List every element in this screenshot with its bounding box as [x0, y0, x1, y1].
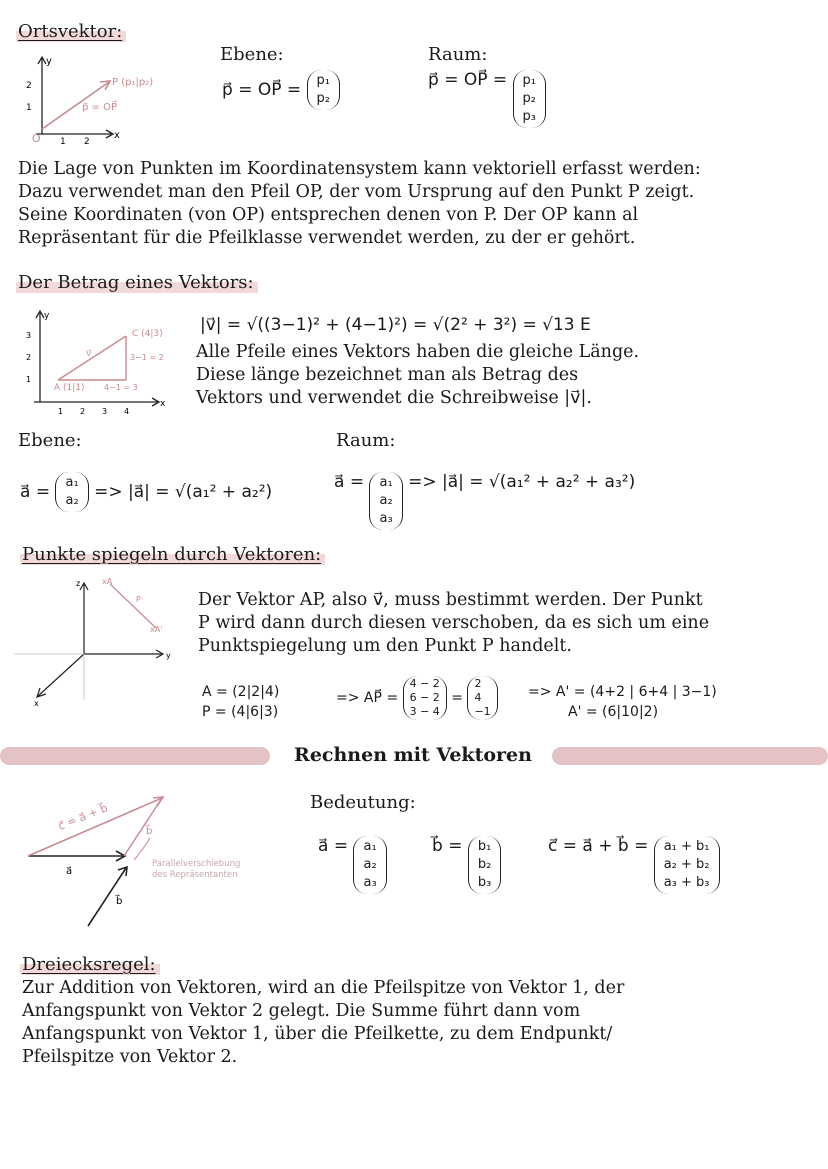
vector-entry: b₃ [477, 875, 492, 890]
ortsvektor-paragraph [18, 158, 701, 250]
spiegeln-axis-x: x [34, 699, 39, 708]
spiegeln-a-prime-calc: => A' = (4+2 | 6+4 | 3−1) [528, 684, 717, 700]
formula-lhs: a⃗ = [318, 836, 349, 856]
betrag-point-a: A (1|1) [54, 383, 85, 393]
paragraph-line: Punktspiegelung um den Punkt P handelt. [198, 636, 572, 656]
vector-entry: p₂ [316, 91, 330, 106]
spiegeln-point-a-coords: A = (2|2|4) [202, 684, 280, 700]
dreiecksregel-heading: Dreiecksregel: [20, 953, 160, 977]
ortsvektor-tick-x: 2 [84, 137, 90, 144]
rechnen-a-label: a⃗ [66, 866, 73, 877]
betrag-ebene-formula [20, 472, 272, 512]
betrag-tick-y: 1 [26, 375, 32, 384]
vector-entry: 4 − 2 [409, 677, 440, 690]
paragraph-line: Seine Koordinaten (von OP) entsprechen denen von P. Der OP kann al [18, 205, 639, 225]
ortsvektor-axis-x: x [114, 130, 120, 141]
rechnen-bedeutung-label: Bedeutung: [310, 792, 416, 813]
spiegeln-axis-z: z [76, 579, 81, 588]
vector-entry: p₁ [522, 73, 536, 88]
rechnen-a-vector [353, 836, 386, 894]
rechnen-c-vector-def [548, 836, 720, 894]
spiegeln-ap-formula: => AP⃗ = 4 − 2 6 − 2 3 − 4 = 2 4 −1 [336, 676, 498, 720]
ortsvektor-raum-label: Raum: [428, 44, 488, 65]
ortsvektor-raum-lhs: p⃗ = OP⃗ = [428, 70, 508, 90]
rechnen-graph [20, 790, 270, 932]
dreiecksregel-paragraph [22, 977, 624, 1069]
rechnen-note: Parallelverschiebung [152, 859, 241, 869]
paragraph-line: Dazu verwendet man den Pfeil OP, der vom Ursprung auf den Punkt P zeigt. [18, 182, 695, 202]
rechnen-b2-label: b⃗ [116, 896, 123, 907]
spiegeln-graph [14, 574, 184, 708]
vector-entry: a₁ [65, 475, 79, 490]
rechnen-note: des Repräsentanten [152, 870, 238, 880]
vector-entry: p₃ [522, 109, 536, 124]
formula-lhs: b⃗ = [432, 836, 463, 856]
ortsvektor-ebene-lhs: p⃗ = OP⃗ = [222, 80, 302, 100]
betrag-graph [22, 306, 182, 416]
formula-lhs: => AP⃗ = [336, 690, 399, 706]
vector-entry: a₂ [65, 493, 79, 508]
betrag-tick-x: 3 [102, 407, 108, 416]
spiegeln-ap-result [467, 676, 497, 720]
ortsvektor-ebene-vector [307, 70, 340, 110]
formula-rhs: => |a⃗| = √(a₁² + a₂²) [94, 482, 273, 502]
spiegeln-point-a: xA [102, 577, 113, 586]
vector-entry: 2 [474, 677, 482, 690]
ortsvektor-ebene-formula [222, 70, 340, 110]
spiegeln-paragraph [198, 589, 709, 658]
formula-lhs: a⃗ = [20, 482, 51, 502]
vector-entry: a₂ [379, 493, 393, 508]
vector-entry: b₂ [477, 857, 492, 872]
ortsvektor-tick-x: 1 [60, 137, 66, 144]
vector-entry: 4 [474, 691, 482, 704]
spiegeln-axis-y: y [166, 651, 171, 660]
rechnen-b-vector-def [432, 836, 501, 894]
betrag-ebene-label: Ebene: [18, 430, 82, 451]
paragraph-line: Zur Addition von Vektoren, wird an die Pfeilspitze von Vektor 1, der [22, 978, 625, 998]
paragraph-line: Diese länge bezeichnet man als Betrag des [196, 365, 579, 385]
ortsvektor-tick-y: 2 [26, 81, 32, 91]
spiegeln-point-p: P [136, 595, 141, 604]
vector-entry: a₁ [363, 839, 377, 854]
betrag-tick-x: 1 [58, 407, 64, 416]
ortsvektor-heading: Ortsvektor: [16, 20, 126, 44]
paragraph-line: P wird dann durch diesen verschoben, da es sich um eine [198, 613, 710, 633]
betrag-raum-vector [369, 472, 402, 530]
title-bar-right [552, 747, 828, 765]
vector-entry: a₁ [379, 475, 393, 490]
rechnen-c-vector [654, 836, 720, 894]
betrag-point-c: C (4|3) [132, 329, 163, 339]
paragraph-line: Vektors und verwendet die Schreibweise |v⃗|. [196, 388, 592, 408]
betrag-axis-y: y [44, 311, 50, 321]
paragraph-line: Anfangspunkt von Vektor 1, über die Pfeilkette, zu dem Endpunkt/ [22, 1024, 613, 1044]
formula-lhs: c⃗ = a⃗ + b⃗ = [548, 836, 649, 856]
betrag-ebene-vector [55, 472, 88, 512]
betrag-tick-y: 2 [26, 353, 32, 362]
ortsvektor-vector-label: p⃗ = OP⃗ [82, 102, 117, 113]
rechnen-a-vector-def [318, 836, 387, 894]
vector-entry: p₁ [316, 73, 330, 88]
spiegeln-point-a-prime: xA' [150, 625, 163, 634]
spiegeln-point-p-coords: P = (4|6|3) [202, 704, 279, 720]
betrag-side-h: 4−1 = 3 [104, 383, 138, 392]
betrag-raum-label: Raum: [336, 430, 396, 451]
rechnen-title: Rechnen mit Vektoren [294, 744, 532, 766]
betrag-paragraph [196, 341, 639, 410]
paragraph-line: Der Vektor AP, also v⃗, muss bestimmt werden. Der Punkt [198, 590, 703, 610]
vector-entry: a₃ [379, 511, 393, 526]
rechnen-b-label: b⃗ [146, 826, 153, 837]
paragraph-line: Anfangspunkt von Vektor 2 gelegt. Die Summe führt dann vom [22, 1001, 581, 1021]
paragraph-line: Repräsentant für die Pfeilklasse verwendet werden, zu der er gehört. [18, 228, 636, 248]
vector-entry: p₂ [522, 91, 536, 106]
vector-entry: a₃ [363, 875, 377, 890]
ortsvektor-axis-y: y [46, 56, 52, 67]
ortsvektor-point-label: P (p₁|p₂) [112, 77, 154, 88]
betrag-raum-formula [334, 472, 635, 530]
vector-entry: a₂ [363, 857, 377, 872]
spiegeln-ap-vector [403, 676, 447, 720]
rechnen-c-label: c⃗ = a⃗ + b⃗ [56, 801, 110, 833]
ortsvektor-ebene-label: Ebene: [220, 44, 284, 65]
paragraph-line: Pfeilspitze von Vektor 2. [22, 1047, 238, 1067]
ortsvektor-raum-formula [428, 70, 546, 128]
betrag-tick-x: 2 [80, 407, 86, 416]
spiegeln-heading: Punkte spiegeln durch Vektoren: [20, 543, 325, 567]
paragraph-line: Alle Pfeile eines Vektors haben die gleiche Länge. [196, 342, 640, 362]
ortsvektor-tick-y: 1 [26, 103, 32, 113]
vector-entry: a₃ + b₃ [663, 875, 710, 890]
formula-lhs: a⃗ = [334, 472, 365, 492]
vector-entry: a₂ + b₂ [663, 857, 710, 872]
ortsvektor-origin: O [32, 132, 41, 144]
rechnen-b-vector [468, 836, 501, 894]
paragraph-line: Die Lage von Punkten im Koordinatensystem kann vektoriell erfasst werden: [18, 159, 701, 179]
vector-entry: 6 − 2 [409, 691, 440, 704]
betrag-tick-y: 3 [26, 331, 32, 340]
vector-entry: b₁ [477, 839, 492, 854]
betrag-heading: Der Betrag eines Vektors: [16, 271, 258, 295]
betrag-side-v: 3−1 = 2 [130, 353, 164, 362]
formula-rhs: => |a⃗| = √(a₁² + a₂² + a₃²) [408, 472, 636, 492]
rechnen-title-bar [0, 744, 828, 772]
betrag-vec-label: v⃗ [86, 349, 92, 359]
title-bar-left [0, 747, 270, 765]
spiegeln-a-prime-result: A' = (6|10|2) [568, 704, 659, 720]
vector-entry: a₁ + b₁ [663, 839, 710, 854]
vector-entry: 3 − 4 [409, 705, 440, 718]
betrag-axis-x: x [160, 399, 166, 409]
ortsvektor-graph [14, 52, 184, 144]
vector-entry: −1 [474, 705, 491, 718]
ortsvektor-raum-vector [513, 70, 546, 128]
betrag-tick-x: 4 [124, 407, 130, 416]
betrag-formula: |v⃗| = √((3−1)² + (4−1)²) = √(2² + 3²) = √13 E [200, 315, 591, 335]
